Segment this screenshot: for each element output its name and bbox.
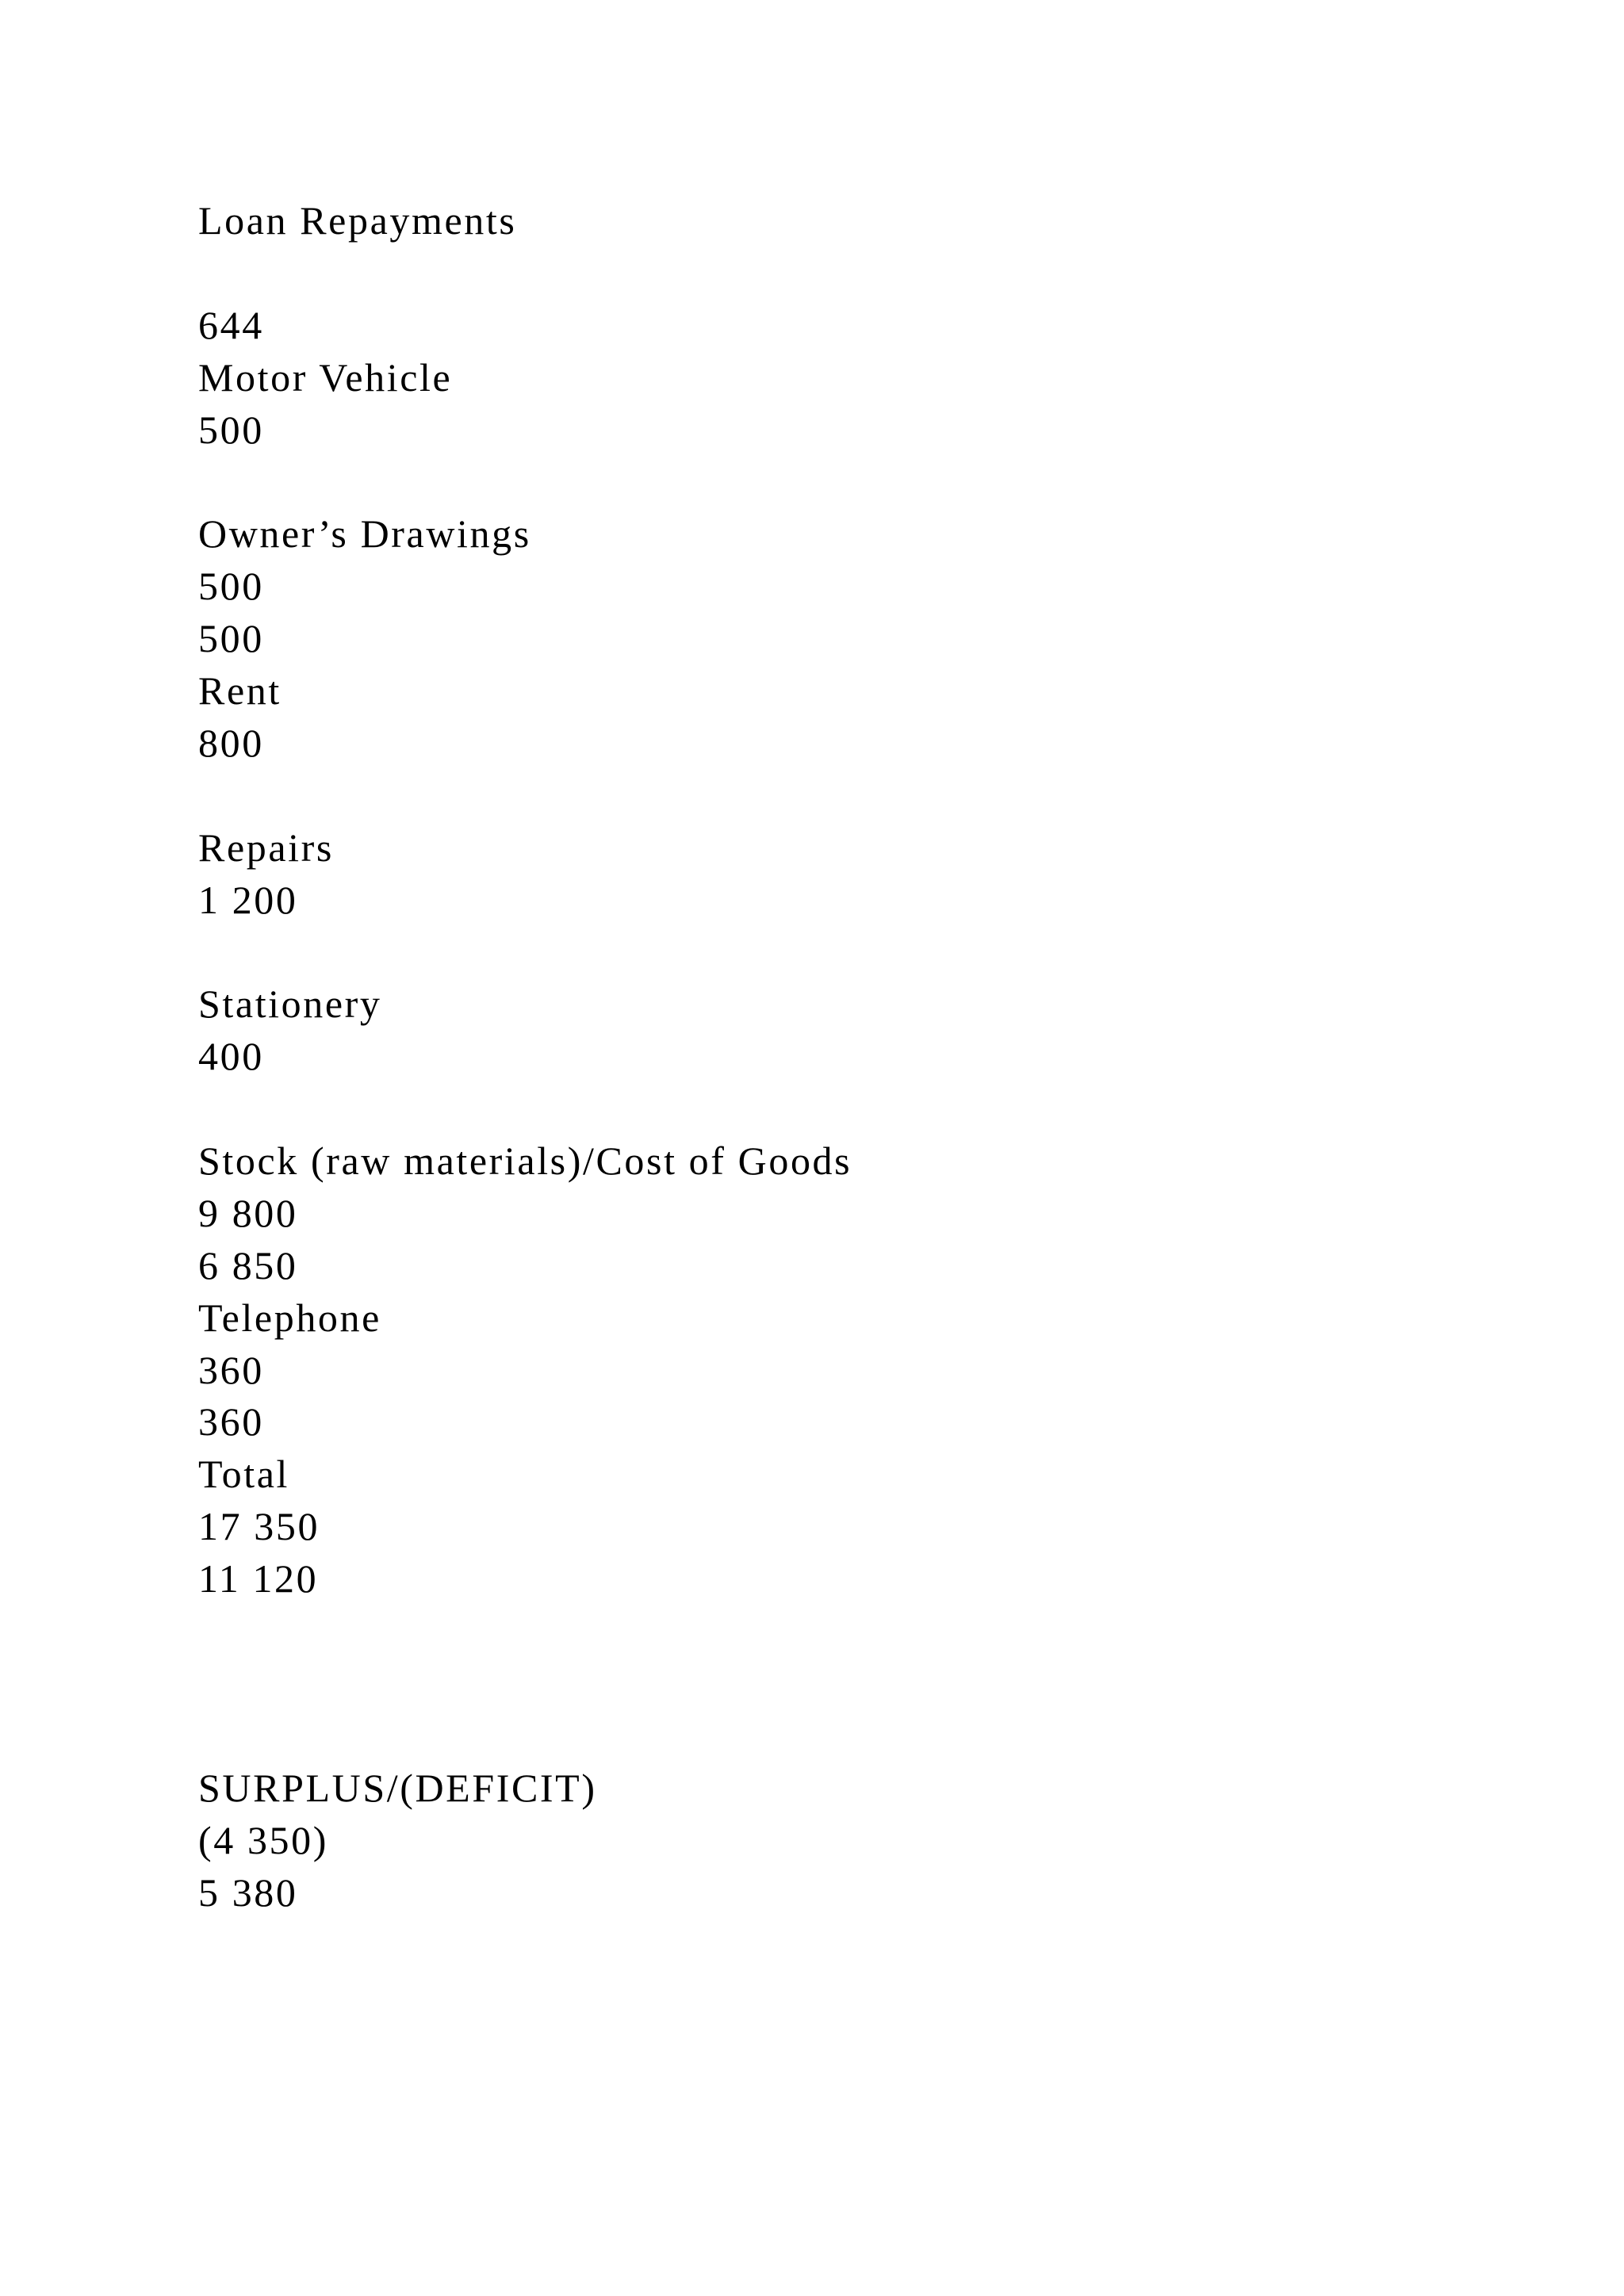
blank-line — [198, 770, 1467, 822]
label-surplus-deficit: SURPLUS/(DEFICIT) — [198, 1765, 597, 1810]
label-motor-vehicle: Motor Vehicle — [198, 354, 453, 400]
value-owners-drawings-2: 500 — [198, 616, 264, 661]
blank-line — [198, 926, 1467, 978]
value-stationery: 400 — [198, 1034, 264, 1079]
value-rent: 800 — [198, 720, 264, 765]
label-rent: Rent — [198, 668, 282, 714]
value-stock-2: 6 850 — [198, 1242, 298, 1288]
blank-line — [198, 1710, 1467, 1762]
value-motor-vehicle: 500 — [198, 407, 264, 452]
value-telephone-2: 360 — [198, 1399, 264, 1445]
label-stationery: Stationery — [198, 982, 382, 1027]
value-surplus-deficit-2: 5 380 — [198, 1869, 298, 1915]
label-loan-repayments: Loan Repayments — [198, 198, 517, 243]
value-loan-repayments: 644 — [198, 302, 264, 347]
blank-line — [198, 1658, 1467, 1710]
value-telephone-1: 360 — [198, 1347, 264, 1392]
blank-line — [198, 1083, 1467, 1135]
blank-line — [198, 1605, 1467, 1658]
label-owners-drawings: Owner’s Drawings — [198, 511, 531, 557]
label-total: Total — [198, 1452, 290, 1497]
value-stock-1: 9 800 — [198, 1190, 298, 1235]
label-stock-cost-of-goods: Stock (raw materials)/Cost of Goods — [198, 1138, 852, 1184]
value-total-2: 11 120 — [198, 1556, 319, 1601]
value-owners-drawings-1: 500 — [198, 564, 264, 609]
value-total-1: 17 350 — [198, 1504, 320, 1549]
value-surplus-deficit-1: (4 350) — [198, 1817, 329, 1862]
label-telephone: Telephone — [198, 1295, 381, 1340]
blank-line — [198, 247, 1467, 300]
document-page — [198, 195, 1467, 1919]
label-repairs: Repairs — [198, 825, 334, 870]
value-repairs: 1 200 — [198, 877, 298, 922]
blank-line — [198, 456, 1467, 508]
